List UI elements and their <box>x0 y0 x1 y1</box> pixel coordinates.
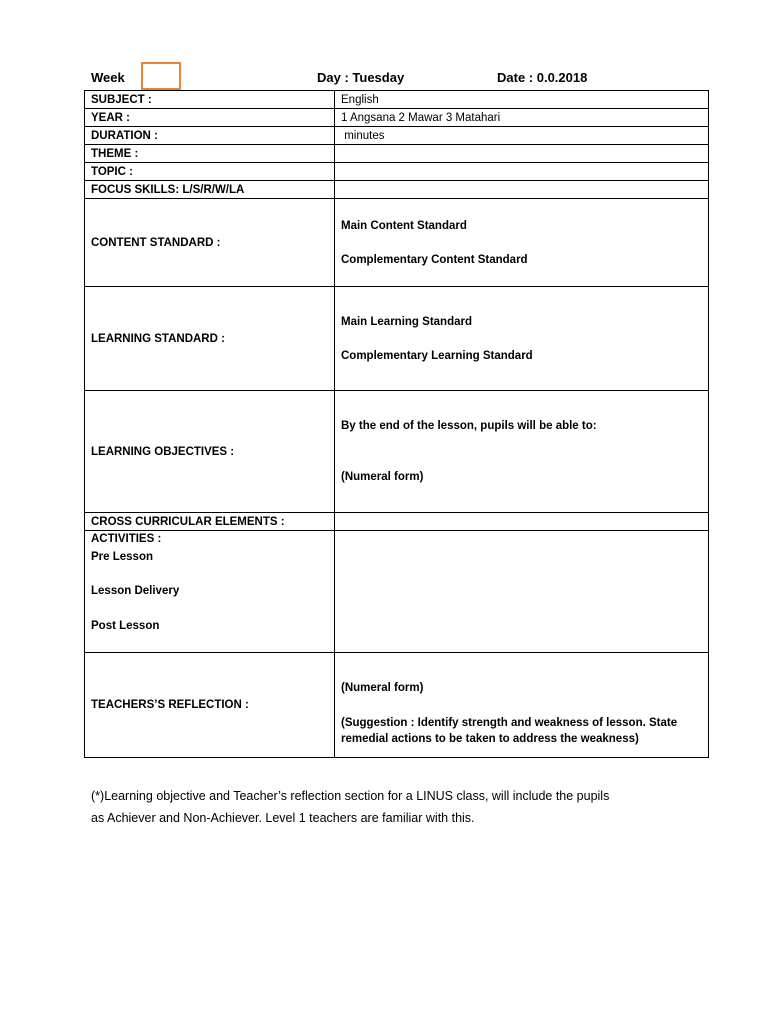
lesson-plan-table <box>84 90 709 758</box>
row-learning-standard <box>85 287 709 391</box>
row-subject <box>85 91 709 109</box>
row-focus-skills <box>85 181 709 199</box>
row-learning-objectives <box>85 391 709 513</box>
complementary-learning-standard: Complementary Learning Standard <box>341 349 533 362</box>
activities-label: ACTIVITIES : <box>91 533 162 545</box>
activities-cell <box>85 531 335 653</box>
learning-objectives-value[interactable] <box>335 391 709 513</box>
learning-standard-value[interactable] <box>335 287 709 391</box>
theme-value[interactable] <box>335 145 709 163</box>
week-input-box[interactable] <box>141 62 181 90</box>
focus-skills-value[interactable] <box>335 181 709 199</box>
reflection-numeral-form: (Numeral form) <box>341 682 424 694</box>
learning-objectives-label: LEARNING OBJECTIVES : <box>85 391 335 513</box>
row-year <box>85 109 709 127</box>
row-cross-curricular <box>85 513 709 531</box>
week-label: Week <box>91 70 125 85</box>
subject-label: SUBJECT : <box>85 91 335 109</box>
topic-value[interactable] <box>335 163 709 181</box>
row-content-standard <box>85 199 709 287</box>
footnote <box>91 785 681 829</box>
cross-curricular-label: CROSS CURRICULAR ELEMENTS : <box>85 513 335 531</box>
focus-skills-label: FOCUS SKILLS: L/S/R/W/LA <box>85 181 335 199</box>
pre-lesson-label: Pre Lesson <box>91 551 153 563</box>
year-value[interactable]: 1 Angsana 2 Mawar 3 Matahari <box>335 109 709 127</box>
teachers-reflection-label: TEACHERS’S REFLECTION : <box>85 653 335 758</box>
duration-label: DURATION : <box>85 127 335 145</box>
footnote-line-1: (*)Learning objective and Teacher’s reflection section for a LINUS class, will include the pupils <box>91 789 610 803</box>
content-standard-value[interactable] <box>335 199 709 287</box>
year-label: YEAR : <box>85 109 335 127</box>
main-learning-standard: Main Learning Standard <box>341 315 472 328</box>
day-label: Day : Tuesday <box>317 70 405 85</box>
row-teachers-reflection <box>85 653 709 758</box>
main-content-standard: Main Content Standard <box>341 219 467 232</box>
row-duration <box>85 127 709 145</box>
teachers-reflection-value[interactable] <box>335 653 709 758</box>
theme-label: THEME : <box>85 145 335 163</box>
row-activities <box>85 531 709 653</box>
cross-curricular-value[interactable] <box>335 513 709 531</box>
subject-value[interactable]: English <box>335 91 709 109</box>
objectives-numeral-form: (Numeral form) <box>341 471 424 483</box>
row-topic <box>85 163 709 181</box>
footnote-line-2: as Achiever and Non-Achiever. Level 1 teachers are familiar with this. <box>91 811 475 825</box>
lesson-delivery-label: Lesson Delivery <box>91 585 180 597</box>
reflection-suggestion: (Suggestion : Identify strength and weakness of lesson. State remedial actions to be taken to address the weakness) <box>341 717 678 745</box>
header <box>0 60 768 94</box>
topic-label: TOPIC : <box>85 163 335 181</box>
row-theme <box>85 145 709 163</box>
activities-value[interactable] <box>335 531 709 653</box>
date-label: Date : 0.0.2018 <box>497 70 588 85</box>
complementary-content-standard: Complementary Content Standard <box>341 253 528 266</box>
content-standard-label: CONTENT STANDARD : <box>85 199 335 287</box>
post-lesson-label: Post Lesson <box>91 620 160 632</box>
duration-value[interactable]: minutes <box>335 127 709 145</box>
objectives-intro: By the end of the lesson, pupils will be able to: <box>341 420 597 432</box>
learning-standard-label: LEARNING STANDARD : <box>85 287 335 391</box>
